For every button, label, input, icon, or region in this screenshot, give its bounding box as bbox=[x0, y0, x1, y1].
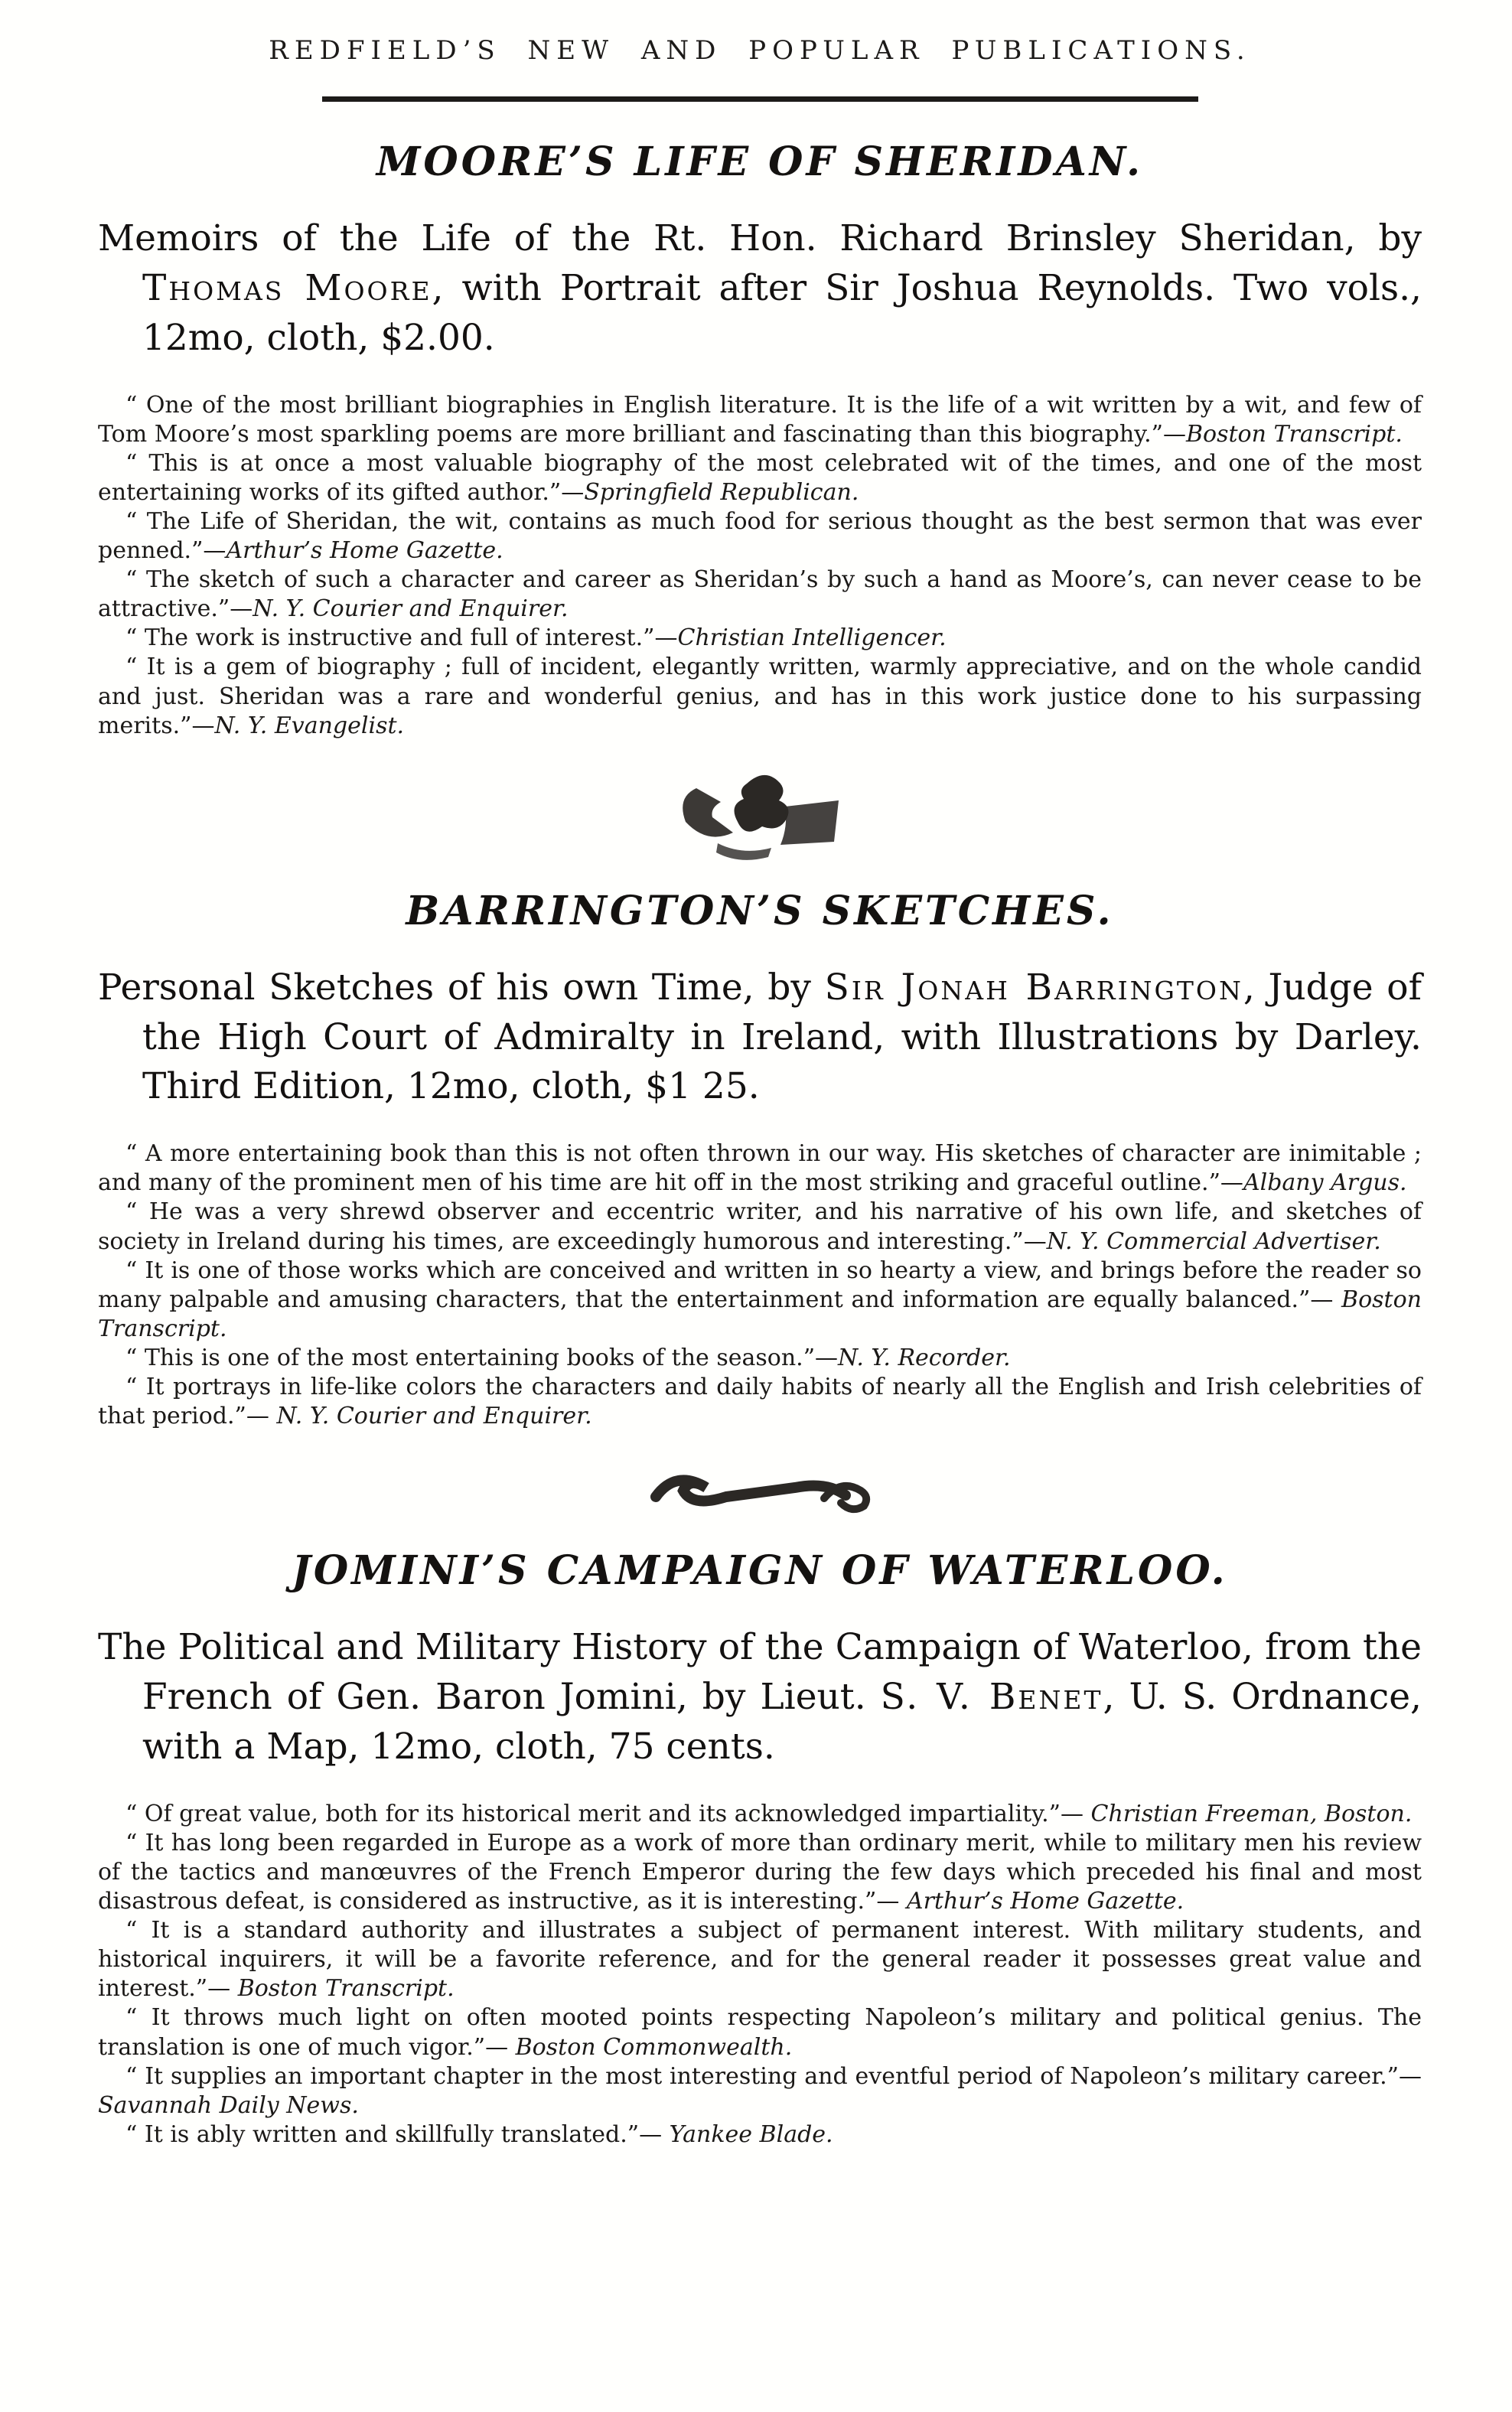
review-text: “ It is ably written and skillfully translated.”— bbox=[125, 2120, 670, 2148]
review-item bbox=[98, 2003, 1422, 2062]
review-text: “ This is one of the most entertaining books of the season.”— bbox=[125, 1344, 839, 1371]
printer-ornament bbox=[98, 767, 1422, 868]
review-item bbox=[98, 566, 1422, 624]
review-source: Yankee Blade. bbox=[669, 2120, 833, 2148]
review-item bbox=[98, 1800, 1422, 1829]
review-text: “ It is one of those works which are conceived and written in so hearty a view, and brings before the reader so many palpable and amusing characters, that the entertainment and information are equally balanced.”— bbox=[98, 1257, 1422, 1313]
review-text: “ It has long been regarded in Europe as a work of more than ordinary merit, while to military men his review of the tactics and manœuvres of the French Emperor during the few days which preceded his final and most disastrous defeat, is considered as instructive, as it is interesting.”— bbox=[98, 1829, 1422, 1915]
book-description bbox=[98, 1623, 1422, 1772]
review-text: “ It portrays in life-like colors the characters and daily habits of nearly all the English and Irish celebrities of that period.”— bbox=[98, 1374, 1422, 1430]
review-text: “ Of great value, both for its historical merit and its acknowledged impartiality.”— bbox=[125, 1800, 1091, 1827]
review-source: Arthur’s Home Gazette. bbox=[906, 1888, 1185, 1915]
review-source: Boston Commonwealth. bbox=[515, 2033, 793, 2061]
review-item bbox=[98, 2120, 1422, 2150]
printer-ornament bbox=[98, 1457, 1422, 1527]
review-item bbox=[98, 653, 1422, 740]
header-rule bbox=[322, 96, 1198, 102]
review-list bbox=[98, 1800, 1422, 2150]
review-source: N. Y. Courier and Enquirer. bbox=[253, 595, 569, 623]
section-jominis-campaign-of-waterloo bbox=[98, 1547, 1422, 2150]
review-list bbox=[98, 1139, 1422, 1431]
book-description bbox=[98, 214, 1422, 363]
review-item bbox=[98, 1373, 1422, 1431]
book-description bbox=[98, 963, 1422, 1113]
review-item bbox=[98, 2062, 1422, 2120]
review-source: N. Y. Evangelist. bbox=[214, 712, 405, 739]
review-text: “ This is at once a most valuable biography of the most celebrated wit of the times, and one of the most entertaining works of its gifted author.”— bbox=[98, 449, 1422, 506]
author-name: Sir Jonah Barrington bbox=[824, 966, 1243, 1009]
review-text: “ The Life of Sheridan, the wit, contains as much food for serious thought as the best sermon that was ever penned.”— bbox=[98, 507, 1422, 565]
review-item bbox=[98, 1198, 1422, 1256]
banner-flourish-icon bbox=[672, 767, 848, 865]
book-title: BARRINGTON’S SKETCHES. bbox=[406, 887, 1114, 934]
section-moores-life-of-sheridan bbox=[98, 139, 1422, 741]
review-source: Arthur’s Home Gazette. bbox=[226, 537, 503, 565]
book-title: MOORE’S LIFE OF SHERIDAN. bbox=[376, 139, 1144, 185]
review-text: “ It supplies an important chapter in the most interesting and eventful period of Napoleon’s military career.”— bbox=[125, 2062, 1422, 2090]
review-item bbox=[98, 1916, 1422, 2003]
review-item bbox=[98, 624, 1422, 653]
review-source: N. Y. Courier and Enquirer. bbox=[276, 1403, 592, 1430]
review-text: “ It is a gem of biography ; full of incident, elegantly written, warmly appreciative, and on the whole candid and just. Sheridan was a rare and wonderful genius, and has in this work justice done to his surpassing merits.”— bbox=[98, 654, 1422, 739]
description-text: , Judge of the High Court of Admiralty in Ireland, with Illustrations by Darley. Third Edition, 12mo, cloth, $1 25. bbox=[142, 966, 1422, 1108]
author-name: S. V. Benet bbox=[880, 1676, 1103, 1719]
review-text: “ The work is instructive and full of interest.”— bbox=[125, 624, 678, 652]
description-text: The Political and Military History of the Campaign of Waterloo, from the French of Gen. Baron Jomini, by Lieut. bbox=[98, 1626, 1422, 1719]
description-text: , U. S. Ordnance, with a Map, 12mo, cloth, 75 cents. bbox=[142, 1676, 1422, 1768]
scroll-flourish-icon bbox=[645, 1457, 875, 1524]
review-item bbox=[98, 449, 1422, 507]
review-text: “ One of the most brilliant biographies in English literature. It is the life of a wit written by a wit, and few of Tom Moore’s most sparkling poems are more brilliant and fascinating than this biography.”— bbox=[98, 391, 1422, 448]
review-source: Boston Transcript. bbox=[237, 1975, 455, 2003]
review-source: Boston Transcript. bbox=[1185, 420, 1403, 448]
description-text: , with Portrait after Sir Joshua Reynolds. Two vols., 12mo, cloth, $2.00. bbox=[142, 266, 1422, 359]
review-text: “ A more entertaining book than this is not often thrown in our way. His sketches of character are inimitable ; and many of the prominent men of his time are hit off in the most striking and graceful outline.”— bbox=[98, 1140, 1422, 1197]
author-name: Thomas Moore bbox=[142, 266, 432, 309]
running-head: REDFIELD’S NEW AND POPULAR PUBLICATIONS. bbox=[269, 35, 1251, 66]
review-source: Christian Intelligencer. bbox=[677, 624, 947, 652]
review-source: N. Y. Commercial Advertiser. bbox=[1046, 1227, 1381, 1255]
review-source: Christian Freeman, Boston. bbox=[1090, 1800, 1413, 1827]
review-item bbox=[98, 1257, 1422, 1344]
book-title: JOMINI’S CAMPAIGN OF WATERLOO. bbox=[292, 1547, 1228, 1595]
review-item bbox=[98, 507, 1422, 566]
review-item bbox=[98, 1344, 1422, 1373]
review-text: “ It is a standard authority and illustrates a subject of permanent interest. With military students, and historical inquirers, it will be a favorite reference, and for the general reader it possesses great value and interest.”— bbox=[98, 1917, 1422, 2003]
section-barringtons-sketches bbox=[98, 888, 1422, 1432]
review-source: Springfield Republican. bbox=[584, 478, 859, 506]
review-text: “ It throws much light on often mooted points respecting Napoleon’s military and political genius. The translation is one of much vigor.”— bbox=[98, 2004, 1422, 2061]
review-item bbox=[98, 1139, 1422, 1198]
description-text: Personal Sketches of his own Time, by bbox=[98, 966, 825, 1009]
review-text: “ The sketch of such a character and career as Sheridan’s by such a hand as Moore’s, can never cease to be attractive.”— bbox=[98, 566, 1422, 623]
review-source: N. Y. Recorder. bbox=[838, 1344, 1011, 1371]
review-source: Boston Transcript. bbox=[98, 1286, 1422, 1342]
review-item bbox=[98, 1829, 1422, 1916]
description-text: Memoirs of the Life of the Rt. Hon. Richard Brinsley Sheridan, by bbox=[98, 217, 1422, 259]
review-text: “ He was a very shrewd observer and eccentric writer, and his narrative of his own life, and sketches of society in Ireland during his times, are exceedingly humorous and interesting.”— bbox=[98, 1198, 1422, 1255]
review-source: Savannah Daily News. bbox=[98, 2091, 359, 2119]
review-source: Albany Argus. bbox=[1243, 1169, 1407, 1197]
review-list bbox=[98, 391, 1422, 741]
review-item bbox=[98, 391, 1422, 449]
